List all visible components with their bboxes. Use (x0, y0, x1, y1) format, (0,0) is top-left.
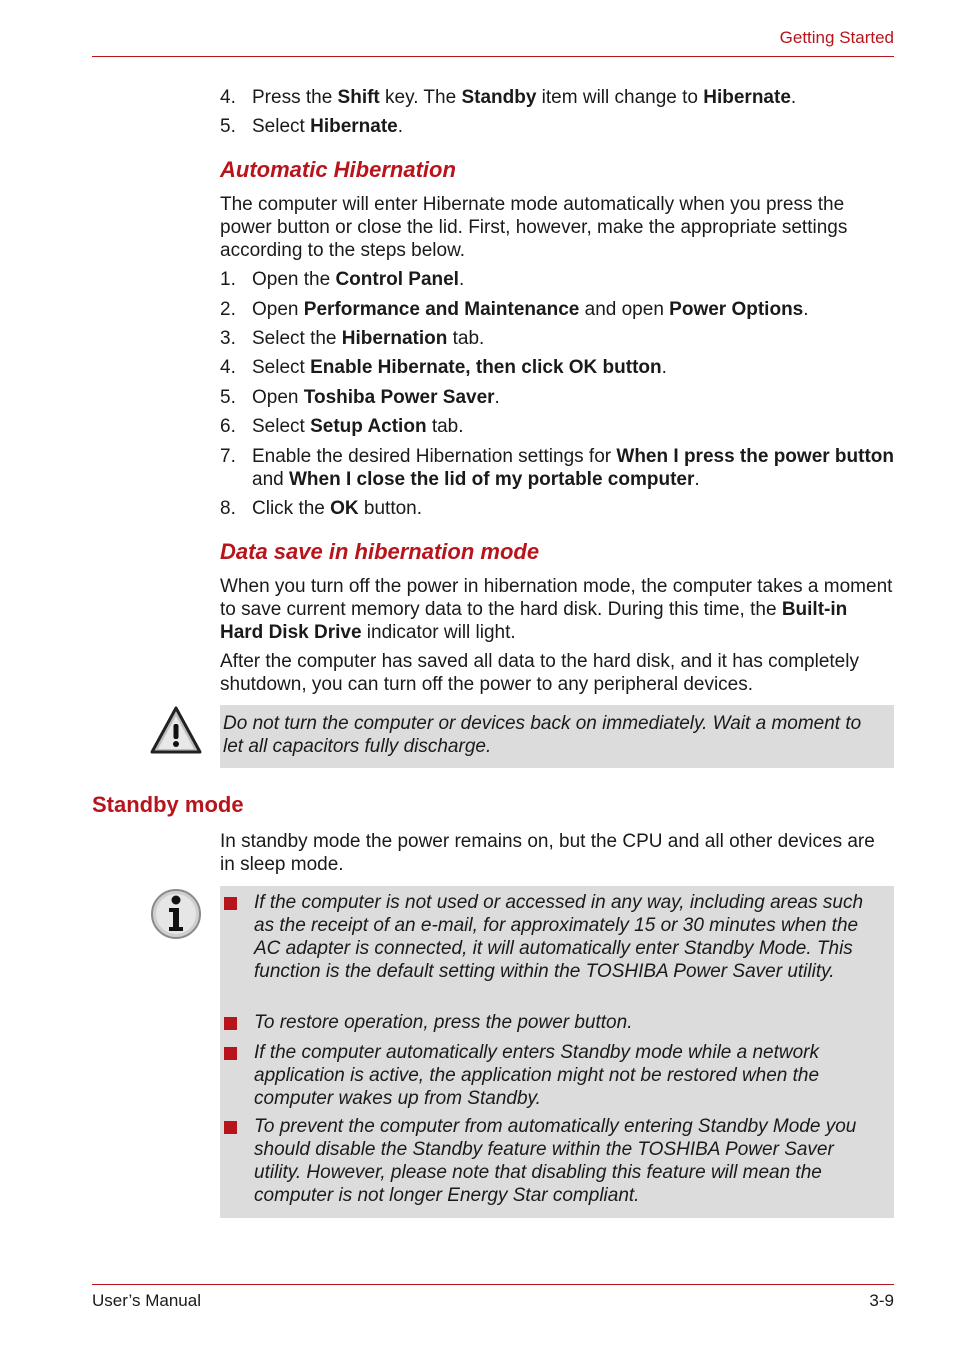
step-item: 5. Open Toshiba Power Saver. (220, 387, 500, 408)
caution-text: Do not turn the computer or devices back on immediately. Wait a moment to let all capacitors fully discharge. (223, 713, 862, 757)
header-section-title: Getting Started (779, 28, 894, 47)
list-item (220, 1115, 884, 1207)
step-item: 4. Select Enable Hibernate, then click OK button. (220, 357, 667, 378)
step-number: 4. (220, 87, 236, 108)
step-text: Select Hibernate. (252, 116, 404, 137)
footer-page-number: 3-9 (869, 1291, 894, 1310)
step-item (220, 86, 894, 109)
list-item (220, 891, 884, 983)
data-save-paragraph-2: After the computer has saved all data to the hard disk, and it has completely shutdown, you can turn off the power to any peripheral devices. (220, 651, 859, 695)
note-text: To restore operation, press the power button. (254, 1012, 633, 1033)
footer-manual-title: User’s Manual (92, 1291, 201, 1310)
header-rule (92, 56, 894, 57)
step-item: 2. Open Performance and Maintenance and open Power Options. (220, 299, 809, 320)
subheading-automatic-hibernation: Automatic Hibernation (220, 157, 456, 182)
list-item (220, 1041, 884, 1110)
caution-triangle-icon (150, 706, 202, 761)
auto-hibernation-intro: The computer will enter Hibernate mode automatically when you press the power button or close the lid. First, however, make the appropriate settings according to the steps below. (220, 194, 848, 261)
step-number: 5. (220, 116, 236, 137)
footer-rule (92, 1284, 894, 1285)
caution-note-box (220, 705, 894, 768)
step-item: 3. Select the Hibernation tab. (220, 328, 485, 349)
step-item: 8. Click the OK button. (220, 498, 423, 519)
note-text: If the computer automatically enters Standby mode while a network application is active, the application might not be restored when the computer wakes up from Standby. (254, 1042, 820, 1109)
bullet-marker (224, 1047, 237, 1060)
list-item (220, 1011, 884, 1034)
note-text: To prevent the computer from automatically entering Standby Mode you should disable the Standby feature within the TOSHIBA Power Saver utility. However, please note that disabling this feature will mean the computer is not longer Energy Star compliant. (254, 1116, 857, 1206)
note-text: If the computer is not used or accessed in any way, including areas such as the receipt of an e-mail, for approximately 15 or 30 minutes when the AC adapter is connected, it will automatically enter Standby Mode. This function is the default setting within the TOSHIBA Power Saver utility. (254, 892, 864, 982)
bullet-marker (224, 1017, 237, 1030)
section-heading-standby: Standby mode (92, 792, 244, 817)
bullet-marker (224, 1121, 237, 1134)
step-item (220, 115, 894, 138)
step-item: 6. Select Setup Action tab. (220, 416, 464, 437)
data-save-paragraph-1: When you turn off the power in hibernation mode, the computer takes a moment to save current memory data to the hard disk. During this time, the Built-in Hard Disk Drive indicator will light. (220, 576, 893, 643)
info-note-box (220, 886, 894, 1218)
step-item: 7. Enable the desired Hibernation settings for When I press the power button and When I close the lid of my portable computer. (220, 446, 895, 490)
subheading-data-save: Data save in hibernation mode (220, 539, 540, 564)
step-text: Press the Shift key. The Standby item will change to Hibernate. (252, 87, 797, 108)
step-item: 1. Open the Control Panel. (220, 269, 465, 290)
standby-intro: In standby mode the power remains on, but the CPU and all other devices are in sleep mode. (220, 831, 875, 875)
info-icon (150, 888, 202, 945)
bullet-marker (224, 897, 237, 910)
